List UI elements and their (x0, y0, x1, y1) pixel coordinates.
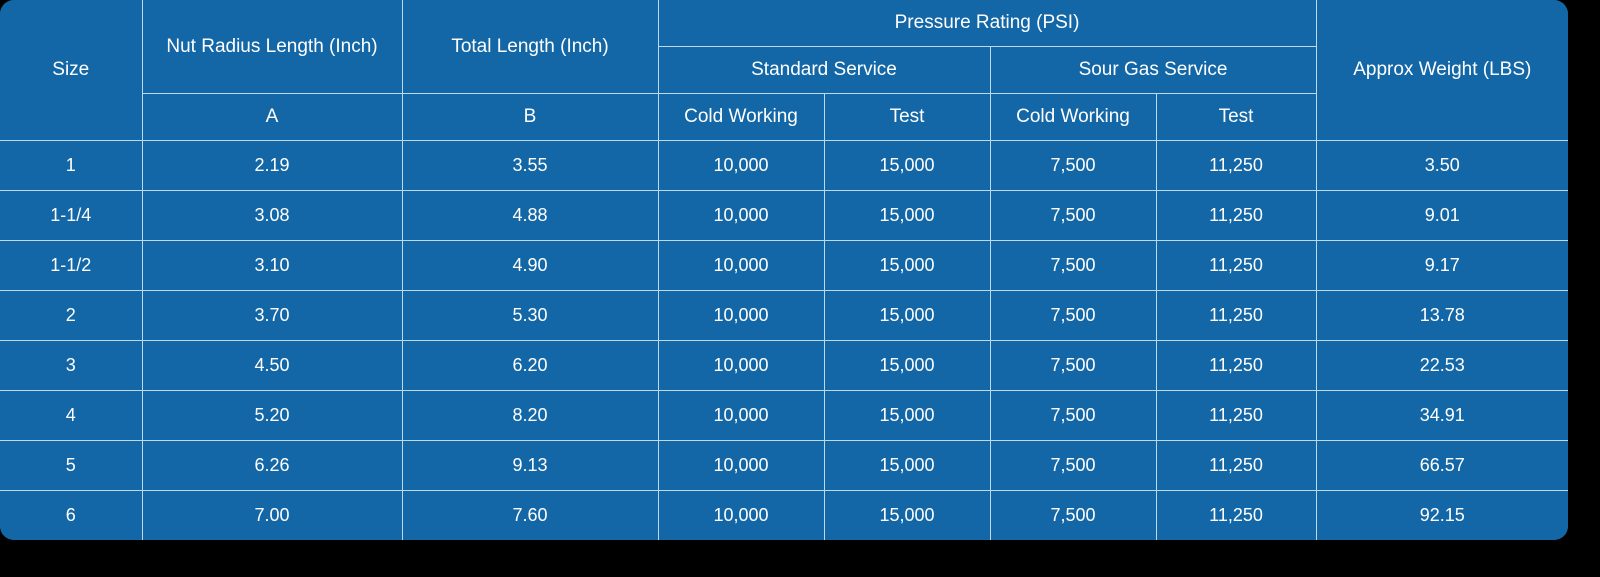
cell-standard-test: 15,000 (824, 291, 990, 341)
cell-standard-test: 15,000 (824, 391, 990, 441)
cell-size: 2 (0, 291, 142, 341)
cell-sour-test: 11,250 (1156, 491, 1316, 541)
header-standard-service: Standard Service (658, 47, 990, 94)
cell-approx-weight: 34.91 (1316, 391, 1568, 441)
cell-size: 1-1/4 (0, 191, 142, 241)
cell-standard-cold-working: 10,000 (658, 291, 824, 341)
cell-sour-cold-working: 7,500 (990, 191, 1156, 241)
cell-a: 5.20 (142, 391, 402, 441)
cell-sour-test: 11,250 (1156, 391, 1316, 441)
cell-b: 7.60 (402, 491, 658, 541)
cell-sour-cold-working: 7,500 (990, 441, 1156, 491)
cell-standard-test: 15,000 (824, 141, 990, 191)
cell-standard-test: 15,000 (824, 341, 990, 391)
cell-approx-weight: 13.78 (1316, 291, 1568, 341)
cell-standard-cold-working: 10,000 (658, 141, 824, 191)
header-letter-a: A (142, 94, 402, 141)
header-nut-radius-length: Nut Radius Length (Inch) (142, 0, 402, 94)
cell-b: 6.20 (402, 341, 658, 391)
header-total-length: Total Length (Inch) (402, 0, 658, 94)
header-approx-weight: Approx Weight (LBS) (1316, 0, 1568, 141)
table-row (0, 291, 1568, 341)
cell-sour-cold-working: 7,500 (990, 341, 1156, 391)
header-row-1 (0, 0, 1568, 47)
cell-a: 3.08 (142, 191, 402, 241)
table-row (0, 241, 1568, 291)
cell-a: 3.10 (142, 241, 402, 291)
cell-size: 5 (0, 441, 142, 491)
cell-standard-test: 15,000 (824, 191, 990, 241)
cell-sour-cold-working: 7,500 (990, 391, 1156, 441)
cell-sour-cold-working: 7,500 (990, 491, 1156, 541)
table-row (0, 341, 1568, 391)
table-row (0, 141, 1568, 191)
cell-standard-cold-working: 10,000 (658, 191, 824, 241)
cell-approx-weight: 22.53 (1316, 341, 1568, 391)
header-letter-b: B (402, 94, 658, 141)
cell-standard-cold-working: 10,000 (658, 491, 824, 541)
cell-size: 1-1/2 (0, 241, 142, 291)
cell-approx-weight: 66.57 (1316, 441, 1568, 491)
cell-b: 8.20 (402, 391, 658, 441)
cell-approx-weight: 3.50 (1316, 141, 1568, 191)
cell-size: 4 (0, 391, 142, 441)
cell-standard-test: 15,000 (824, 491, 990, 541)
cell-standard-test: 15,000 (824, 441, 990, 491)
cell-b: 9.13 (402, 441, 658, 491)
header-sour-cold-working: Cold Working (990, 94, 1156, 141)
table-header (0, 0, 1568, 141)
header-sour-test: Test (1156, 94, 1316, 141)
cell-sour-test: 11,250 (1156, 441, 1316, 491)
cell-approx-weight: 9.17 (1316, 241, 1568, 291)
cell-size: 6 (0, 491, 142, 541)
cell-sour-test: 11,250 (1156, 241, 1316, 291)
header-standard-cold-working: Cold Working (658, 94, 824, 141)
cell-standard-cold-working: 10,000 (658, 391, 824, 441)
cell-sour-cold-working: 7,500 (990, 141, 1156, 191)
cell-a: 6.26 (142, 441, 402, 491)
cell-sour-test: 11,250 (1156, 191, 1316, 241)
cell-standard-cold-working: 10,000 (658, 341, 824, 391)
cell-a: 7.00 (142, 491, 402, 541)
cell-sour-test: 11,250 (1156, 341, 1316, 391)
cell-standard-cold-working: 10,000 (658, 241, 824, 291)
table-row (0, 491, 1568, 541)
header-size: Size (0, 0, 142, 141)
cell-standard-cold-working: 10,000 (658, 441, 824, 491)
cell-approx-weight: 9.01 (1316, 191, 1568, 241)
table-row (0, 191, 1568, 241)
cell-sour-test: 11,250 (1156, 291, 1316, 341)
cell-sour-cold-working: 7,500 (990, 291, 1156, 341)
cell-a: 3.70 (142, 291, 402, 341)
cell-approx-weight: 92.15 (1316, 491, 1568, 541)
cell-b: 4.88 (402, 191, 658, 241)
cell-a: 4.50 (142, 341, 402, 391)
cell-standard-test: 15,000 (824, 241, 990, 291)
table-row (0, 391, 1568, 441)
header-standard-test: Test (824, 94, 990, 141)
cell-sour-cold-working: 7,500 (990, 241, 1156, 291)
cell-sour-test: 11,250 (1156, 141, 1316, 191)
cell-size: 3 (0, 341, 142, 391)
cell-size: 1 (0, 141, 142, 191)
table-row (0, 441, 1568, 491)
header-sour-gas-service: Sour Gas Service (990, 47, 1316, 94)
cell-b: 5.30 (402, 291, 658, 341)
header-pressure-rating: Pressure Rating (PSI) (658, 0, 1316, 47)
cell-a: 2.19 (142, 141, 402, 191)
table-body (0, 141, 1568, 541)
cell-b: 3.55 (402, 141, 658, 191)
cell-b: 4.90 (402, 241, 658, 291)
